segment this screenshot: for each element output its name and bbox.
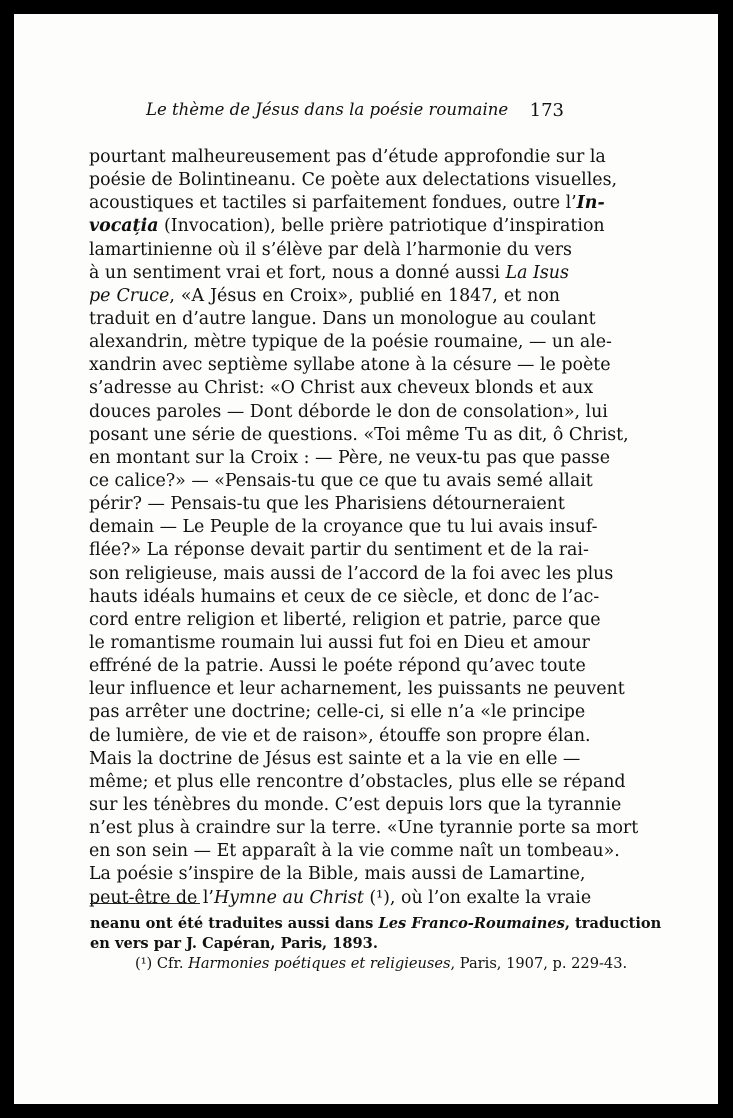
body-line: de lumière, de vie et de raison», étouffe son propre élan.	[89, 725, 591, 746]
body-line: leur influence et leur acharnement, les puissants ne peuvent	[89, 679, 625, 700]
body-line: même; et plus elle rencontre d’obstacles, plus elle se répand	[89, 771, 626, 792]
page-header	[146, 100, 564, 119]
body-line: Mais la doctrine de Jésus est sainte et a la vie en elle —	[89, 748, 581, 769]
body-line: périr? — Pensais-tu que les Pharisiens détourneraient	[89, 494, 565, 515]
running-title: Le thème de Jésus dans la poésie roumaine	[146, 100, 509, 119]
book-page	[14, 14, 718, 1104]
body-line: vocația (Invocation), belle prière patriotique d’inspiration	[89, 216, 605, 237]
body-text	[89, 146, 639, 910]
body-line: pas arrêter une doctrine; celle-ci, si elle n’a «le principe	[89, 702, 586, 723]
body-line: pourtant malheureusement pas d’étude approfondie sur la	[89, 147, 606, 167]
body-line: poésie de Bolintineanu. Ce poète aux delectations visuelles,	[89, 170, 618, 191]
body-line: flée?» La réponse devait partir du sentiment et de la rai-	[89, 540, 589, 561]
body-line: n’est plus à craindre sur la terre. «Une tyrannie porte sa mort	[89, 818, 639, 839]
footnote-line: en vers par J. Capéran, Paris, 1893.	[90, 935, 378, 952]
body-line: douces paroles — Dont déborde le don de consolation», lui	[89, 401, 608, 422]
footnote-line: (¹) Cfr. Harmonies poétiques et religieuses, Paris, 1907, p. 229-43.	[135, 955, 628, 972]
body-line: à un sentiment vrai et fort, nous a donné aussi La Isus	[89, 262, 569, 283]
footnote-line: neanu ont été traduites aussi dans Les Franco-Roumaines, traduction	[90, 915, 662, 932]
body-line: s’adresse au Christ: «O Christ aux cheveux blonds et aux	[89, 378, 594, 399]
body-line: son religieuse, mais aussi de l’accord de la foi avec les plus	[89, 563, 614, 584]
body-line: posant une série de questions. «Toi même Tu as dit, ô Christ,	[89, 424, 629, 445]
body-line: effréné de la patrie. Aussi le poéte répond qu’avec toute	[89, 656, 586, 677]
body-line: pe Cruce, «A Jésus en Croix», publié en 1847, et non	[89, 285, 560, 306]
body-line: cord entre religion et liberté, religion et patrie, parce que	[89, 609, 601, 630]
body-line: La poésie s’inspire de la Bible, mais aussi de Lamartine,	[89, 864, 586, 885]
body-line: demain — Le Peuple de la croyance que tu lui avais insuf-	[89, 517, 598, 538]
footnotes	[90, 914, 662, 974]
page-number: 173	[529, 100, 564, 121]
body-line: peut-être de l’Hymne au Christ (¹), où l’on exalte la vraie	[89, 887, 592, 908]
body-line: alexandrin, mètre typique de la poésie roumaine, — un ale-	[89, 332, 612, 353]
body-line: lamartinienne où il s’élève par delà l’harmonie du vers	[89, 239, 572, 260]
footnote-rule	[90, 903, 200, 904]
body-line: ce calice?» — «Pensais-tu que ce que tu avais semé allait	[89, 470, 593, 491]
body-line: en son sein — Et apparaît à la vie comme naît un tombeau».	[89, 841, 620, 862]
body-line: sur les ténèbres du monde. C’est depuis lors que la tyrannie	[89, 794, 622, 815]
body-line: le romantisme roumain lui aussi fut foi en Dieu et amour	[89, 632, 590, 653]
body-line: acoustiques et tactiles si parfaitement fondues, outre l’In-	[89, 193, 605, 214]
body-line: en montant sur la Croix : — Père, ne veux-tu pas que passe	[89, 447, 611, 468]
body-line: traduit en d’autre langue. Dans un monologue au coulant	[89, 308, 596, 329]
body-line: xandrin avec septième syllabe atone à la césure — le poète	[89, 355, 611, 376]
body-line: hauts idéals humains et ceux de ce siècle, et donc de l’ac-	[89, 586, 600, 607]
